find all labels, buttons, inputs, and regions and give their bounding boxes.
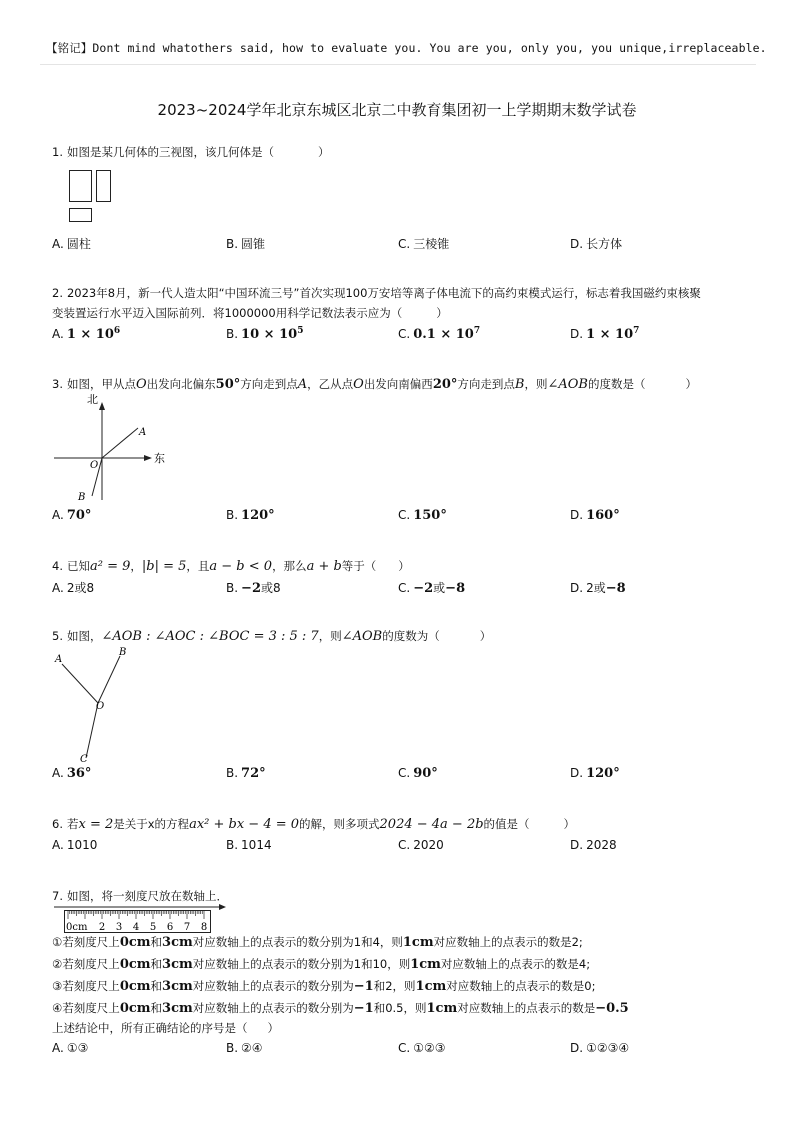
question-5-options bbox=[52, 766, 752, 784]
option-d[interactable]: D. ①②③④ bbox=[570, 1041, 630, 1055]
statement-4: ④若刻度尺上0cm和3cm对应数轴上的点表示的数分别为−1和0.5，则1cm对应数轴上的点表示的数是−0.5 bbox=[52, 1001, 629, 1016]
ruler-tick-label: 8 bbox=[200, 922, 208, 933]
statement-1: ①若刻度尺上0cm和3cm对应数轴上的点表示的数分别为1和4，则1cm对应数轴上的点表示的数是2; bbox=[52, 935, 583, 950]
option-b[interactable]: B. $10 \times 10^5$ bbox=[226, 326, 304, 342]
option-a[interactable]: A. 圆柱 bbox=[52, 237, 91, 251]
option-d[interactable]: D. 2或−8 bbox=[570, 581, 626, 596]
option-d[interactable]: D. 长方体 bbox=[570, 237, 623, 251]
question-3-options bbox=[52, 508, 752, 526]
statement-3: ③若刻度尺上0cm和3cm对应数轴上的点表示的数分别为−1和2，则1cm对应数轴上的点表示的数是0; bbox=[52, 979, 596, 994]
angle-figure bbox=[52, 646, 142, 766]
option-b[interactable]: B. 72° bbox=[226, 766, 266, 781]
point-b-label: B bbox=[78, 492, 86, 503]
north-label: 北 bbox=[87, 393, 98, 406]
question-3-stem: 3. 如图，甲从点O出发向北偏东50°方向走到点A，乙从点O出发向南偏西20°方向走到点B，则∠AOB的度数是（ ） bbox=[52, 377, 697, 392]
ruler-tick-label: 7 bbox=[183, 922, 191, 933]
option-c[interactable]: C. −2或−8 bbox=[398, 581, 466, 596]
option-b[interactable]: B. −2或8 bbox=[226, 581, 281, 596]
option-b[interactable]: B. 圆锥 bbox=[226, 237, 266, 251]
point-o-label: O bbox=[96, 701, 105, 712]
header-divider bbox=[40, 64, 756, 65]
option-c[interactable]: C. 2020 bbox=[398, 838, 444, 852]
ruler-tick-label: 5 bbox=[149, 922, 157, 933]
compass-figure bbox=[52, 392, 172, 504]
question-2-options bbox=[52, 326, 752, 344]
ruler-tick-label: 6 bbox=[166, 922, 174, 933]
option-a[interactable]: A. 1010 bbox=[52, 838, 98, 852]
point-c-label: C bbox=[80, 754, 88, 765]
point-a-label: A bbox=[55, 654, 63, 665]
ruler-tick-label: 2 bbox=[98, 922, 106, 933]
question-7-summary: 上述结论中，所有正确结论的序号是（ ） bbox=[52, 1021, 279, 1035]
option-d[interactable]: D. 160° bbox=[570, 508, 620, 523]
option-a[interactable]: A. 36° bbox=[52, 766, 92, 781]
option-d[interactable]: D. $1 \times 10^7$ bbox=[570, 326, 640, 342]
option-b[interactable]: B. 1014 bbox=[226, 838, 272, 852]
option-c[interactable]: C. 三棱锥 bbox=[398, 237, 450, 251]
option-a[interactable]: A. ①③ bbox=[52, 1041, 89, 1055]
option-b[interactable]: B. 120° bbox=[226, 508, 275, 523]
ruler-figure bbox=[54, 904, 230, 934]
option-c[interactable]: C. ①②③ bbox=[398, 1041, 446, 1055]
option-c[interactable]: C. 90° bbox=[398, 766, 438, 781]
ruler-unit-label: 0cm bbox=[66, 922, 88, 933]
statement-2: ②若刻度尺上0cm和3cm对应数轴上的点表示的数分别为1和10，则1cm对应数轴上的点表示的数是4; bbox=[52, 957, 591, 972]
ruler-tick-label: 3 bbox=[115, 922, 123, 933]
question-7-options bbox=[52, 1041, 752, 1059]
option-b[interactable]: B. ②④ bbox=[226, 1041, 263, 1055]
question-7-stem: 7. 如图，将一刻度尺放在数轴上． bbox=[52, 889, 228, 903]
question-4-stem: 4. 已知a² = 9，|b| = 5，且a − b < 0，那么a + b等于（ ） bbox=[52, 559, 410, 574]
ruler-tick-label: 4 bbox=[132, 922, 140, 933]
point-o-label: O bbox=[90, 460, 99, 471]
option-c[interactable]: C. 150° bbox=[398, 508, 447, 523]
point-b-label: B bbox=[119, 647, 127, 658]
question-6-stem: 6. 若x = 2是关于x的方程ax² + bx − 4 = 0的解，则多项式2024 − 4a − 2b的值是（ ） bbox=[52, 817, 576, 832]
east-label: 东 bbox=[154, 452, 165, 465]
question-6-options bbox=[52, 838, 752, 856]
option-a[interactable]: A. 2或8 bbox=[52, 581, 95, 595]
question-1-stem: 1. 如图是某几何体的三视图，该几何体是（ ） bbox=[52, 145, 330, 159]
option-a[interactable]: A. 70° bbox=[52, 508, 92, 523]
page-title: 2023~2024学年北京东城区北京二中教育集团初一上学期期末数学试卷 bbox=[157, 101, 637, 119]
question-5-stem: 5. 如图，∠AOB : ∠AOC : ∠BOC = 3 : 5 : 7，则∠AOB的度数为（ ） bbox=[52, 629, 492, 644]
option-d[interactable]: D. 2028 bbox=[570, 838, 617, 852]
three-view-figure bbox=[64, 170, 116, 226]
question-2-line-2: 变装置运行水平迈入国际前列．将1000000用科学记数法表示应为（ ） bbox=[52, 306, 448, 320]
option-a[interactable]: A. $1 \times 10^6$ bbox=[52, 326, 121, 342]
question-2-line-1: 2. 2023年8月，新一代人造太阳“中国环流三号”首次实现100万安培等离子体电流下的高约束模式运行，标志着我国磁约束核聚 bbox=[52, 286, 701, 300]
point-a-label: A bbox=[139, 427, 147, 438]
option-d[interactable]: D. 120° bbox=[570, 766, 620, 781]
question-4-options bbox=[52, 579, 752, 597]
option-c[interactable]: C. $0.1 \times 10^7$ bbox=[398, 326, 481, 342]
motto-banner: 【铭记】Dont mind whatothers said, how to evaluate you. You are you, only you, you unique,irreplaceable. bbox=[46, 41, 767, 55]
question-1-options bbox=[52, 235, 752, 253]
